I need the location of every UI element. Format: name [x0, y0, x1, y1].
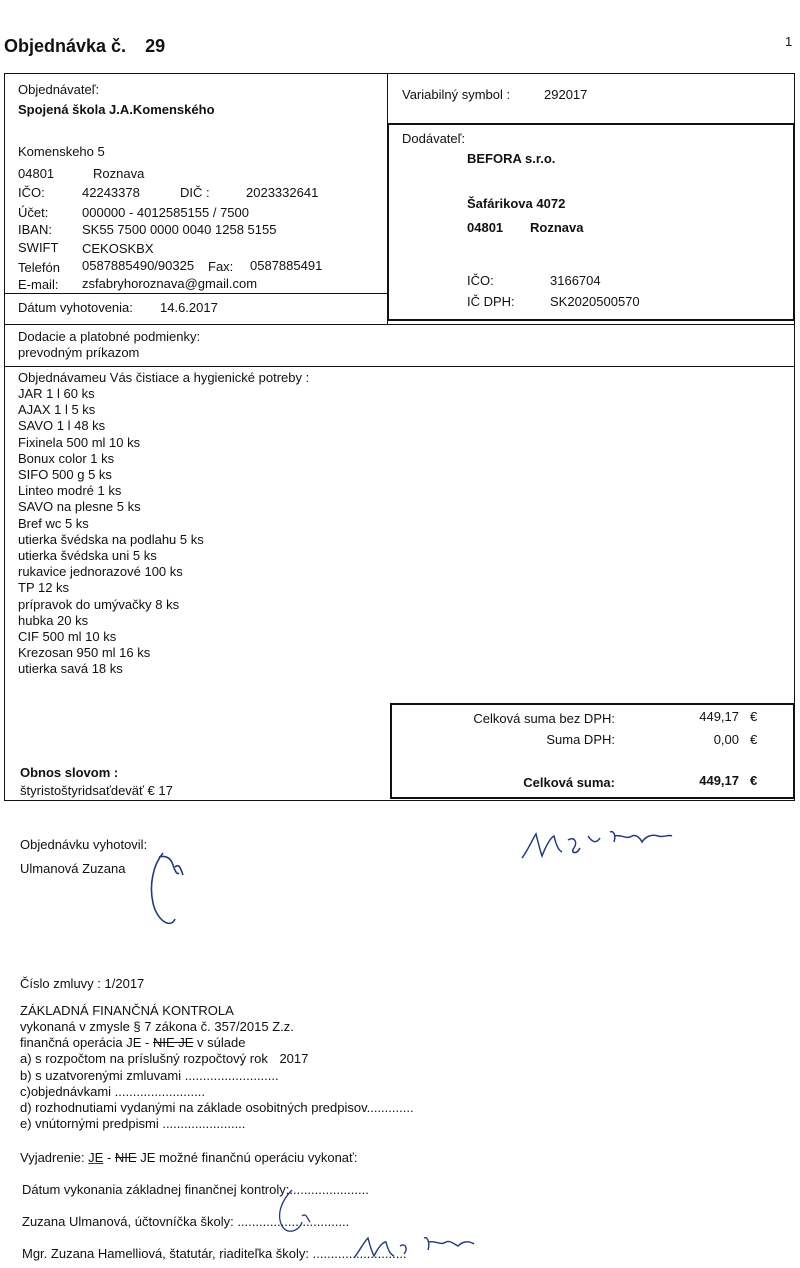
buyer-street: Komenskeho 5	[18, 144, 105, 159]
net-total: 449,17	[699, 709, 739, 724]
verdict-b: JE možné finančnú operáciu vykonať:	[136, 1150, 358, 1165]
order-title	[4, 36, 165, 57]
control-line2-a: finančná operácia JE -	[20, 1035, 153, 1050]
control-line1: vykonaná v zmysle § 7 zákona č. 357/2015 Z.z.	[20, 1019, 294, 1034]
buyer-zip: 04801	[18, 166, 55, 181]
order-intro: Objednávameu Vás čistiace a hygienické potreby :	[18, 370, 310, 385]
order-item: TP 12 ks	[18, 580, 70, 596]
vat-currency: €	[750, 732, 758, 747]
order-item: Bref wc 5 ks	[18, 515, 89, 531]
supplier-city: Roznava	[530, 220, 584, 235]
order-item: utierka švédska uni 5 ks	[18, 548, 157, 564]
buyer-name: Spojená škola J.A.Komenského	[18, 102, 215, 117]
order-item: JAR 1 l 60 ks	[18, 386, 95, 401]
control-c: c)objednávkami .........................	[20, 1084, 205, 1099]
supplier-box	[387, 123, 795, 321]
verdict-dash: -	[103, 1150, 115, 1165]
control-a	[20, 1051, 308, 1066]
verdict-je: JE	[88, 1150, 104, 1165]
order-item: hubka 20 ks	[18, 612, 89, 628]
buyer-account: 000000 - 4012585155 / 7500	[82, 205, 249, 220]
buyer-swift: CEKOSKBX	[82, 241, 154, 256]
supplier-ico: 3166704	[550, 273, 601, 288]
order-item: rukavice jednorazové 100 ks	[18, 564, 183, 580]
terms-value: prevodným príkazom	[18, 345, 140, 360]
words-label: Obnos slovom :	[20, 765, 119, 780]
buyer-email: zsfabryhoroznava@gmail.com	[82, 276, 258, 291]
buyer-label: Objednávateľ:	[18, 82, 100, 97]
vat-label: Suma DPH:	[546, 732, 615, 747]
buyer-swift-label: SWIFT	[18, 240, 59, 255]
control-a-text: a) s rozpočtom na príslušný rozpočtový rok	[20, 1051, 268, 1066]
supplier-zip: 04801	[467, 220, 504, 235]
buyer-dic: 2023332641	[246, 185, 319, 200]
control-d: d) rozhodnutiami vydanými na základe osobitných predpisov.............	[20, 1100, 414, 1115]
date-row-line	[4, 293, 388, 294]
verdict-struck: NIE	[114, 1150, 137, 1165]
accountant-signature	[262, 1186, 322, 1241]
verdict-a: Vyjadrenie:	[20, 1150, 89, 1165]
order-item: prípravok do umývačky 8 ks	[18, 596, 180, 612]
buyer-fax: 0587885491	[250, 258, 323, 273]
supplier-icdph-label: IČ DPH:	[467, 294, 515, 309]
control-e: e) vnútornými predpismi .......................	[20, 1116, 246, 1131]
variable-symbol: 292017	[544, 87, 588, 102]
net-total-label: Celková suma bez DPH:	[473, 711, 615, 726]
director-line: Mgr. Zuzana Hamelliová, štatutár, riaditeľka školy: ..........................	[22, 1246, 407, 1261]
issue-date: 14.6.2017	[160, 300, 218, 315]
control-verdict	[20, 1150, 358, 1165]
issuer-name: Ulmanová Zuzana	[20, 861, 126, 876]
grand-total-currency: €	[750, 773, 758, 788]
vat-total: 0,00	[713, 732, 739, 747]
supplier-street: Šafárikova 4072	[467, 196, 566, 211]
net-total-currency: €	[750, 709, 758, 724]
control-line2-b: v súlade	[193, 1035, 246, 1050]
order-item: SAVO 1 l 48 ks	[18, 418, 106, 434]
grand-total-label: Celková suma:	[523, 775, 615, 790]
accountant-line: Zuzana Ulmanová, účtovníčka školy: ...............................	[22, 1214, 350, 1229]
supplier-label: Dodávateľ:	[402, 131, 466, 146]
page-number: 1	[785, 34, 793, 49]
terms-label: Dodacie a platobné podmienky:	[18, 329, 201, 344]
control-line2	[20, 1035, 245, 1050]
buyer-iban-label: IBAN:	[18, 222, 52, 237]
issue-date-label: Dátum vyhotovenia:	[18, 300, 133, 315]
variable-symbol-label: Variabilný symbol :	[402, 87, 511, 102]
buyer-phone-label: Telefón	[18, 260, 60, 275]
words-value: štyristoštyridsaťdeväť € 17	[20, 783, 173, 798]
control-b: b) s uzatvorenými zmluvami ..........................	[20, 1068, 279, 1083]
buyer-email-label: E-mail:	[18, 277, 59, 292]
order-item: utierka savá 18 ks	[18, 661, 123, 677]
director-signature	[518, 822, 688, 867]
buyer-phone: 0587885490/90325	[82, 258, 195, 273]
control-a-year: 2017	[279, 1051, 309, 1066]
order-item: Krezosan 950 ml 16 ks	[18, 645, 151, 661]
order-item: Linteo modré 1 ks	[18, 483, 122, 499]
grand-total: 449,17	[699, 773, 739, 788]
supplier-name: BEFORA s.r.o.	[467, 151, 556, 166]
control-line2-struck: NIE JE	[152, 1035, 194, 1050]
order-item: utierka švédska na podlahu 5 ks	[18, 531, 204, 547]
control-title: ZÁKLADNÁ FINANČNÁ KONTROLA	[20, 1003, 234, 1018]
order-item: CIF 500 ml 10 ks	[18, 629, 117, 645]
order-item: Fixinela 500 ml 10 ks	[18, 434, 141, 450]
buyer-fax-label: Fax:	[208, 259, 234, 274]
buyer-city: Roznava	[93, 166, 145, 181]
order-item: Bonux color 1 ks	[18, 450, 115, 466]
buyer-account-label: Účet:	[18, 205, 49, 220]
buyer-ico-label: IČO:	[18, 185, 45, 200]
order-item: SIFO 500 g 5 ks	[18, 467, 112, 483]
order-number: 29	[145, 36, 166, 56]
order-item: SAVO na plesne 5 ks	[18, 499, 141, 515]
control-date-line: Dátum vykonania základnej finančnej kontroly:......................	[22, 1182, 369, 1197]
buyer-iban: SK55 7500 0000 0040 1258 5155	[82, 222, 277, 237]
order-title-label: Objednávka č.	[4, 36, 127, 56]
supplier-ico-label: IČO:	[467, 273, 494, 288]
buyer-ico: 42243378	[82, 185, 140, 200]
supplier-icdph: SK2020500570	[550, 294, 640, 309]
contract-number: Číslo zmluvy : 1/2017	[20, 976, 145, 991]
buyer-dic-label: DIČ :	[180, 185, 210, 200]
item-list	[18, 386, 204, 678]
director-line-signature	[350, 1228, 490, 1268]
issuer-label: Objednávku vyhotovil:	[20, 837, 148, 852]
order-item: AJAX 1 l 5 ks	[18, 402, 96, 418]
issuer-signature	[145, 845, 205, 935]
